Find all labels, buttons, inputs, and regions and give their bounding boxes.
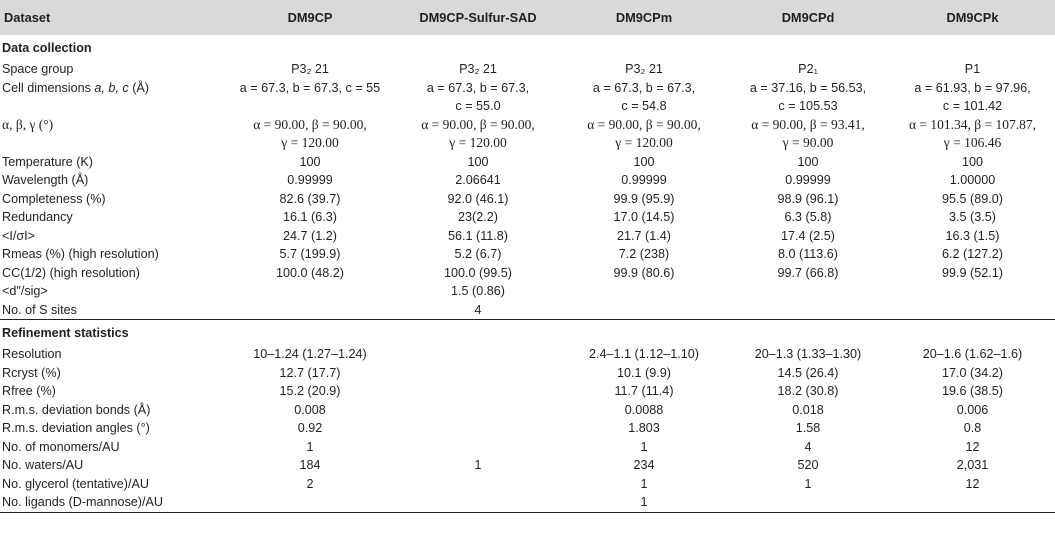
cell-value: 1.58: [795, 421, 821, 435]
cell-value: [726, 282, 890, 301]
cell-value: 19.6 (38.5): [942, 384, 1003, 398]
table-row: [0, 282, 1055, 301]
cell-value: 100.0 (48.2): [276, 265, 344, 280]
cell-value: 99.7 (66.8): [777, 265, 839, 280]
cell-value: P1: [964, 62, 981, 76]
cell-value: 100: [797, 154, 819, 169]
row-label: Rfree (%): [2, 384, 56, 398]
table-row: [0, 227, 1055, 246]
row-label: CC(1/2) (high resolution): [2, 265, 140, 280]
cell-value: 20–1.3 (1.33–1.30): [754, 347, 862, 361]
row-label: Wavelength (Å): [2, 173, 89, 187]
cell-value: [562, 116, 726, 153]
table-row: [0, 364, 1055, 383]
cell-value: 520: [797, 458, 819, 472]
cell-value: 18.2 (30.8): [777, 384, 839, 398]
cell-value: 2.06641: [455, 173, 501, 187]
cell-value: [226, 79, 394, 116]
cell-value: P3₂ 21: [291, 62, 329, 76]
cell-value: [890, 79, 1055, 116]
cell-value: 1: [804, 476, 812, 491]
cell-value: 2.4–1.1 (1.12–1.10): [589, 347, 699, 361]
cell-value: 21.7 (1.4): [617, 228, 671, 243]
cell-value: [726, 116, 890, 153]
cell-value: 1: [640, 476, 648, 491]
cell-value: [394, 116, 562, 153]
line: γ = 120.00: [449, 135, 507, 150]
cell-value: 2,031: [956, 458, 989, 472]
cell-value: 15.2 (20.9): [279, 384, 341, 398]
row-label: Space group: [2, 62, 74, 76]
cell-value: 8.0 (113.6): [778, 247, 838, 261]
cell-value: 20–1.6 (1.62–1.6): [922, 347, 1023, 361]
cell-value: 4: [804, 439, 812, 454]
cell-value: P3₂ 21: [459, 62, 497, 76]
table-row: [0, 345, 1055, 364]
cell-value: [726, 79, 890, 116]
row-label: Temperature (K): [2, 154, 93, 169]
table-row: [0, 456, 1055, 475]
cell-value: [394, 475, 562, 494]
cell-value: 16.1 (6.3): [283, 210, 337, 224]
cell-value: 0.008: [294, 402, 326, 417]
row-label: <I/σI>: [2, 228, 35, 243]
line: c = 54.8: [621, 99, 667, 113]
cell-value: 99.9 (95.9): [613, 191, 675, 206]
cell-value: 12.7 (17.7): [279, 365, 341, 380]
header-dm9cpd: DM9CPd: [726, 0, 890, 35]
row-label: Resolution: [2, 347, 62, 361]
cell-value: [226, 116, 394, 153]
cell-value: 0.8: [963, 421, 982, 435]
cell-value: [394, 79, 562, 116]
row-label: α, β, γ (°): [2, 116, 54, 132]
header-dm9cpm: DM9CPm: [562, 0, 726, 35]
cell-value: 14.5 (26.4): [777, 365, 839, 380]
cell-value: 0.99999: [621, 173, 667, 187]
table-row: [0, 438, 1055, 457]
label-part: (Å): [128, 80, 150, 95]
cell-value: 0.99999: [785, 173, 831, 187]
table-row: [0, 79, 1055, 116]
table-row: [0, 401, 1055, 420]
cell-value: 12: [965, 439, 980, 454]
row-label: R.m.s. deviation angles (°): [2, 421, 150, 435]
cell-value: 99.9 (80.6): [613, 265, 675, 280]
row-label: Rcryst (%): [2, 365, 61, 380]
section-data-collection: [0, 35, 1055, 60]
row-label: [0, 79, 226, 116]
cell-value: 17.4 (2.5): [781, 228, 835, 243]
table-row: [0, 301, 1055, 320]
cell-value: [394, 345, 562, 364]
cell-value: 92.0 (46.1): [447, 191, 509, 206]
cell-value: 100: [467, 154, 489, 169]
table-row: [0, 60, 1055, 79]
table-row: [0, 264, 1055, 283]
line: α = 90.00, β = 93.41,: [751, 116, 865, 132]
row-label: Completeness (%): [2, 191, 106, 206]
cell-value: P2₁: [798, 62, 818, 76]
table-row: [0, 153, 1055, 172]
row-label: No. glycerol (tentative)/AU: [2, 476, 149, 491]
cell-value: [890, 282, 1055, 301]
cell-value: 17.0 (34.2): [942, 365, 1003, 380]
table-row: [0, 116, 1055, 153]
cell-value: 12: [965, 476, 980, 491]
cell-value: 6.3 (5.8): [784, 210, 832, 224]
line: γ = 106.46: [943, 135, 1002, 150]
line: a = 67.3, b = 67.3,: [592, 80, 696, 95]
table-row: [0, 382, 1055, 401]
line: a = 67.3, b = 67.3, c = 55: [239, 80, 381, 95]
line: γ = 120.00: [615, 135, 673, 150]
cell-value: 10–1.24 (1.27–1.24): [253, 347, 367, 361]
cell-value: 17.0 (14.5): [613, 210, 675, 224]
cell-value: [226, 282, 394, 301]
cell-value: [890, 116, 1055, 153]
cell-value: 100.0 (99.5): [444, 265, 512, 280]
line: a = 61.93, b = 97.96,: [914, 80, 1031, 95]
row-label: No. of S sites: [2, 302, 77, 317]
cell-value: 6.2 (127.2): [942, 247, 1003, 261]
cell-value: [394, 401, 562, 420]
row-label: No. waters/AU: [2, 458, 84, 472]
label-part: a, b, c: [94, 80, 129, 95]
cell-value: 234: [633, 458, 655, 472]
cell-value: 1.00000: [949, 173, 996, 187]
section-title: Data collection: [2, 41, 92, 55]
cell-value: [890, 301, 1055, 320]
table-row: [0, 171, 1055, 190]
cell-value: [562, 79, 726, 116]
table-row: [0, 190, 1055, 209]
cell-value: 100: [961, 154, 983, 169]
table-row: [0, 245, 1055, 264]
cell-value: 0.0088: [624, 402, 664, 417]
cell-value: 82.6 (39.7): [279, 191, 341, 206]
cell-value: [394, 493, 562, 512]
cell-value: 100: [633, 154, 655, 169]
header-dm9cpk: DM9CPk: [890, 0, 1055, 35]
row-label: Redundancy: [2, 210, 73, 224]
cell-value: 99.9 (52.1): [942, 265, 1003, 280]
cell-value: 11.7 (11.4): [614, 384, 674, 398]
table-row: [0, 493, 1055, 512]
line: α = 90.00, β = 90.00,: [253, 116, 367, 132]
cell-value: 5.7 (199.9): [279, 247, 341, 261]
cell-value: 2: [306, 476, 314, 491]
cell-value: 16.3 (1.5): [945, 228, 1000, 243]
table-row: [0, 475, 1055, 494]
line: γ = 90.00: [782, 135, 834, 150]
cell-value: [394, 438, 562, 457]
cell-value: [890, 493, 1055, 512]
cell-value: 23(2.2): [458, 210, 498, 224]
cell-value: [726, 493, 890, 512]
cell-value: 10.1 (9.9): [617, 365, 671, 380]
cell-value: 0.018: [792, 402, 824, 417]
line: a = 37.16, b = 56.53,: [749, 80, 867, 95]
cell-value: 3.5 (3.5): [949, 210, 996, 224]
cell-value: 5.2 (6.7): [454, 247, 502, 261]
cell-value: 98.9 (96.1): [777, 191, 839, 206]
section-refinement: [0, 320, 1055, 346]
cell-value: 24.7 (1.2): [283, 228, 337, 243]
table-row: [0, 208, 1055, 227]
cell-value: [726, 301, 890, 320]
cell-value: [226, 493, 394, 512]
cell-value: 1: [562, 493, 726, 512]
cell-value: [394, 382, 562, 401]
cell-value: [562, 282, 726, 301]
cell-value: 0.92: [297, 421, 323, 435]
cell-value: 95.5 (89.0): [942, 191, 1003, 206]
line: α = 90.00, β = 90.00,: [587, 116, 701, 132]
row-label: <d″/sig>: [2, 284, 48, 298]
cell-value: 1: [640, 439, 648, 454]
cell-value: 1: [306, 439, 314, 454]
header-row: [0, 0, 1055, 35]
label-part: Cell dimensions: [2, 80, 95, 95]
cell-value: P3₂ 21: [625, 62, 663, 76]
cell-value: 184: [299, 458, 321, 472]
line: α = 101.34, β = 107.87,: [908, 116, 1037, 132]
section-title: Refinement statistics: [0, 320, 1055, 346]
cell-value: [562, 301, 726, 320]
row-label: R.m.s. deviation bonds (Å): [2, 402, 151, 417]
cell-value: [226, 301, 394, 320]
cell-value: 100: [299, 154, 321, 169]
cell-value: 0.99999: [287, 173, 333, 187]
row-label: No. of monomers/AU: [2, 439, 120, 454]
cell-value: [394, 419, 562, 438]
line: c = 101.42: [942, 99, 1003, 113]
table-row: [0, 419, 1055, 438]
line: a = 67.3, b = 67.3,: [426, 80, 530, 95]
header-dm9cp-sulfur-sad: DM9CP-Sulfur-SAD: [394, 0, 562, 35]
line: α = 90.00, β = 90.00,: [421, 116, 535, 132]
cell-value: 1: [474, 458, 482, 472]
cell-value: 56.1 (11.8): [448, 228, 508, 243]
cell-value: [394, 364, 562, 383]
cell-value: 4: [474, 302, 482, 317]
line: c = 55.0: [455, 99, 501, 113]
header-dataset: Dataset: [0, 0, 226, 35]
cell-value: 0.006: [956, 402, 989, 417]
line: c = 105.53: [778, 99, 838, 113]
row-label: No. ligands (D-mannose)/AU: [0, 493, 226, 512]
line: γ = 120.00: [281, 135, 339, 150]
header-dm9cp: DM9CP: [226, 0, 394, 35]
row-label: Rmeas (%) (high resolution): [2, 247, 159, 261]
cell-value: 1.803: [628, 421, 660, 435]
cell-value: 1.5 (0.86): [451, 284, 505, 298]
cell-value: 7.2 (238): [618, 247, 670, 261]
